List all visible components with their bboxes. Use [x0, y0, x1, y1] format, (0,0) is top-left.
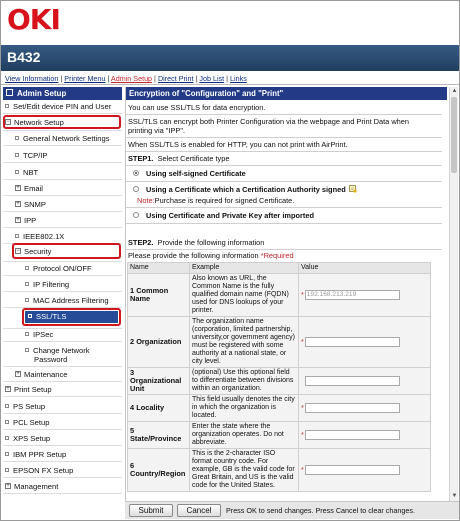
sidebar-item-ip-filtering[interactable]: IP Filtering	[25, 280, 122, 289]
required-marker: *	[301, 466, 304, 474]
minus-icon: −	[16, 248, 20, 254]
sidebar-item-ieee8021x[interactable]: IEEE802.1X	[15, 232, 122, 241]
cancel-button[interactable]: Cancel	[177, 504, 221, 517]
row-value	[299, 422, 431, 449]
intro-text: printing via "IPP".	[128, 126, 186, 135]
sidebar-item-set-edit-pin[interactable]: Set/Edit device PIN and User	[5, 102, 122, 111]
table-row	[128, 395, 431, 422]
square-bullet-icon	[5, 404, 9, 408]
table-header-row	[128, 263, 431, 274]
action-help-text: Press OK to send changes. Press Cancel to clear changes.	[226, 506, 415, 515]
top-navigation: View Information | Printer Menu | Admin Setup | Direct Print | Job List | Links	[5, 74, 247, 83]
organization-input[interactable]	[305, 337, 400, 347]
row-name: 1 Common Name	[128, 274, 190, 317]
radio-self-signed[interactable]	[133, 170, 139, 176]
sidebar-item-management[interactable]: + Management	[6, 482, 59, 491]
sidebar-item-mac-address-filtering[interactable]: MAC Address Filtering	[25, 296, 122, 305]
col-value: Value	[299, 263, 431, 274]
scroll-thumb[interactable]	[451, 97, 457, 173]
sidebar-item-tcpip[interactable]: TCP/IP	[15, 151, 122, 160]
organizational-unit-input[interactable]	[305, 376, 400, 386]
scroll-down-icon[interactable]: ▼	[451, 493, 458, 499]
nav-view-information[interactable]: View Information	[5, 74, 59, 83]
plus-icon: +	[16, 185, 20, 191]
row-name: 5 State/Province	[128, 422, 190, 449]
sidebar	[3, 87, 122, 520]
row-example: Also known as URL, the Common Name is the fully qualified domain name (FQDN) used for DNS lookups of your printer.	[190, 274, 299, 317]
scroll-up-icon[interactable]: ▲	[451, 88, 458, 94]
row-name: 3 Organizational Unit	[128, 368, 190, 395]
sidebar-item-xps-setup[interactable]: XPS Setup	[5, 434, 122, 443]
main-panel	[125, 87, 447, 501]
country-region-input[interactable]	[305, 465, 400, 475]
square-bullet-icon	[25, 266, 29, 270]
table-row	[128, 368, 431, 395]
radio-imported[interactable]	[133, 212, 139, 218]
sidebar-item-print-setup[interactable]: + Print Setup	[6, 385, 52, 394]
divider	[1, 84, 460, 85]
plus-icon: +	[16, 217, 20, 223]
sidebar-item-network-setup[interactable]: − Network Setup	[6, 118, 64, 127]
sidebar-item-nbt[interactable]: NBT	[15, 168, 122, 177]
plus-icon: +	[6, 483, 10, 489]
sidebar-item-snmp[interactable]: + SNMP	[16, 200, 46, 209]
nav-admin-setup[interactable]: Admin Setup	[110, 74, 153, 83]
square-bullet-icon	[25, 348, 29, 352]
collapse-icon	[6, 89, 13, 96]
sidebar-item-epson-fx-setup[interactable]: EPSON FX Setup	[5, 466, 122, 475]
row-example: This field usually denotes the city in which the organization is located.	[190, 395, 299, 422]
square-bullet-icon	[5, 104, 9, 108]
square-bullet-icon	[5, 452, 9, 456]
state-province-input[interactable]	[305, 430, 400, 440]
certificate-icon	[349, 185, 357, 193]
sidebar-item-ipsec[interactable]: IPSec	[25, 330, 122, 339]
plus-icon: +	[16, 201, 20, 207]
plus-icon: +	[16, 371, 20, 377]
square-bullet-icon	[15, 234, 19, 238]
intro-text: You can use SSL/TLS for data encryption.	[128, 103, 266, 112]
provide-info-text: Please provide the following information *Required	[128, 251, 294, 260]
sidebar-item-ssl-tls[interactable]: SSL/TLS	[28, 312, 122, 321]
required-marker: *	[301, 291, 304, 299]
model-banner	[1, 45, 460, 71]
square-bullet-icon	[5, 436, 9, 440]
row-example: The organization name (corporation, limited partnership, university,or government agency) must be registered with some authority at a national state, or city level.	[190, 317, 299, 368]
sidebar-item-protocol-on-off[interactable]: Protocol ON/OFF	[25, 264, 122, 273]
square-bullet-icon	[25, 298, 29, 302]
table-row	[128, 449, 431, 492]
radio-ca-signed[interactable]	[133, 186, 139, 192]
oki-logo: OKI	[7, 3, 60, 36]
sidebar-item-ipp[interactable]: + IPP	[16, 216, 37, 225]
square-bullet-icon	[25, 332, 29, 336]
nav-job-list[interactable]: Job List	[199, 74, 225, 83]
row-example: Enter the state where the organization operates. Do not abbreviate.	[190, 422, 299, 449]
square-bullet-icon	[25, 282, 29, 286]
table-row	[128, 422, 431, 449]
row-value	[299, 274, 431, 317]
col-name: Name	[128, 263, 190, 274]
square-bullet-icon	[5, 420, 9, 424]
sidebar-item-pcl-setup[interactable]: PCL Setup	[5, 418, 122, 427]
table-row	[128, 274, 431, 317]
row-example: (optional) Use this optional field to differentiate between divisions within an organization.	[190, 368, 299, 395]
square-bullet-icon	[15, 153, 19, 157]
row-value	[299, 368, 431, 395]
model-name: B432	[7, 49, 41, 65]
nav-printer-menu[interactable]: Printer Menu	[64, 74, 106, 83]
sidebar-item-email[interactable]: + Email	[16, 184, 43, 193]
nav-links[interactable]: Links	[230, 74, 247, 83]
sidebar-item-maintenance[interactable]: + Maintenance	[16, 370, 68, 379]
square-bullet-icon	[15, 170, 19, 174]
common-name-input[interactable]: 192.168.213.219	[305, 290, 400, 300]
sidebar-item-ibm-ppr-setup[interactable]: IBM PPR Setup	[5, 450, 122, 459]
step2-heading: STEP2. Provide the following information	[128, 238, 265, 247]
sidebar-header[interactable]: Admin Setup	[3, 87, 122, 100]
certificate-parameters-table	[127, 262, 431, 492]
submit-button[interactable]: Submit	[129, 504, 173, 517]
row-name: 6 Country/Region	[128, 449, 190, 492]
sidebar-item-ps-setup[interactable]: PS Setup	[5, 402, 122, 411]
square-bullet-icon	[28, 314, 32, 318]
sidebar-item-general-network-settings[interactable]: General Network Settings	[15, 134, 122, 143]
col-example: Example	[190, 263, 299, 274]
plus-icon: +	[6, 386, 10, 392]
square-bullet-icon	[15, 136, 19, 140]
row-value	[299, 395, 431, 422]
required-marker: *	[301, 338, 304, 346]
vertical-scrollbar[interactable]	[449, 87, 458, 501]
required-marker: *	[301, 404, 304, 412]
row-example: This is the 2-character ISO format country code. For example, GB is the valid code for Great Britain, and US is the valid code for the United States.	[190, 449, 299, 492]
minus-icon: −	[6, 119, 10, 125]
action-bar	[125, 501, 459, 519]
option-imported[interactable]: Using Certificate and Private Key after imported	[126, 211, 442, 220]
row-name: 2 Organization	[128, 317, 190, 368]
nav-direct-print[interactable]: Direct Print	[157, 74, 194, 83]
intro-text: SSL/TLS can encrypt both Printer Configuration via the webpage and Print Data when	[128, 117, 410, 126]
required-marker: *	[301, 431, 304, 439]
sidebar-item-change-network-password[interactable]: Change Network Password	[25, 346, 122, 364]
table-row	[128, 317, 431, 368]
section-title: Encryption of "Configuration" and "Print"	[126, 87, 447, 100]
row-value	[299, 449, 431, 492]
option-ca-signed[interactable]: Using a Certificate which a Certification Authority signed	[126, 185, 442, 194]
square-bullet-icon	[5, 468, 9, 472]
airprint-note: When SSL/TLS is enabled for HTTP, you can not print with AirPrint.	[128, 140, 348, 149]
row-value	[299, 317, 431, 368]
step1-heading: STEP1. Select Certificate type	[128, 154, 230, 163]
option-self-signed[interactable]: Using self-signed Certificate	[126, 169, 442, 178]
locality-input[interactable]	[305, 403, 400, 413]
row-name: 4 Locality	[128, 395, 190, 422]
sidebar-item-security[interactable]: − Security	[16, 247, 52, 256]
purchase-note: Note:Purchase is required for signed Certificate.	[137, 196, 295, 205]
